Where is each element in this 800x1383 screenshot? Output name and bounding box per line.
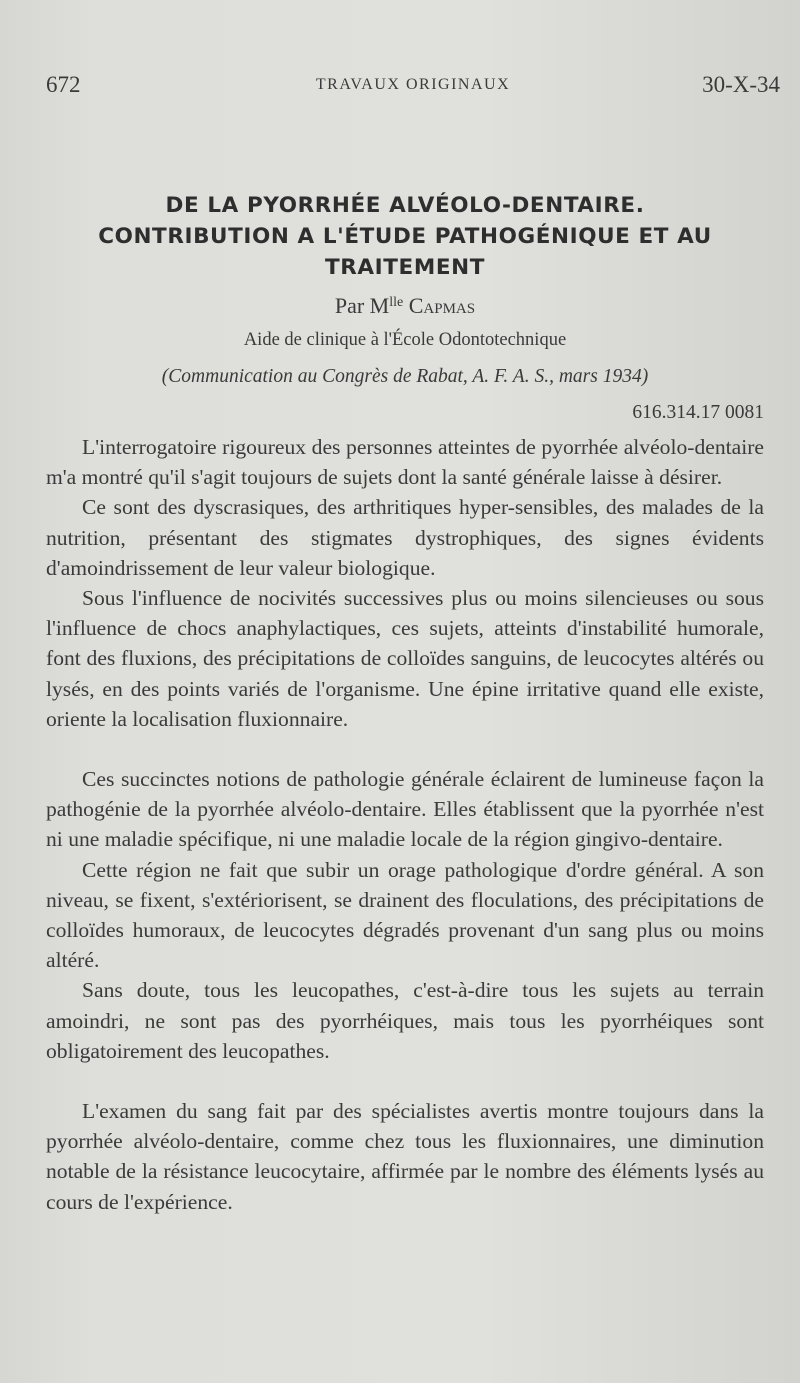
paragraph: Cette région ne fait que subir un orage pathologique d'ordre général. A son niveau, se fixent, s'extériorisent, se drainent des floculations, des précipitations de colloïdes humoraux, de leucocytes dégradés provenant d'un sang plus ou moins altéré. [46, 857, 764, 973]
paragraph: L'examen du sang fait par des spécialistes avertis montre toujours dans la pyorrhée alvéolo-dentaire, comme chez tous les fluxionnaires, une diminution notable de la résistance leucocytaire, affirmée par le nombre des éléments lysés au cours de l'expérience. [46, 1099, 764, 1214]
article-title [46, 190, 764, 283]
classification-code: 616.314.17 0081 [632, 402, 764, 423]
author-affiliation: Aide de clinique à l'École Odontotechnique [243, 330, 567, 350]
author-name: Capmas [408, 293, 476, 318]
page-number: 672 [46, 72, 81, 97]
author-line [46, 293, 764, 319]
running-header [46, 72, 780, 102]
title-line-1: DE LA PYORRHÉE ALVÉOLO-DENTAIRE. [165, 193, 645, 218]
paragraph: Sans doute, tous les leucopathes, c'est-à-dire tous les sujets au terrain amoindri, ne sont pas des pyorrhéiques, mais tous les pyorrhéiques sont obligatoirement des leucopathes. [46, 978, 764, 1063]
title-line-3: TRAITEMENT [325, 255, 485, 280]
running-title: TRAVAUX ORIGINAUX [315, 76, 511, 93]
paragraph: Ce sont des dyscrasiques, des arthritiques hyper-sensibles, des malades de la nutrition, présentant des stigmates dystrophiques, des signes évidents d'amoindrissement de leur valeur biologique. [46, 495, 764, 580]
paragraph: Sous l'influence de nocivités successives plus ou moins silencieuses ou sous l'influence de chocs anaphylactiques, ces sujets, atteints d'instabilité humorale, font des fluxions, des précipitations de colloïdes sanguins, de leucocytes altérés ou lysés, en des points variés de l'organisme. Une épine irritative quand elle existe, oriente la localisation fluxionnaire. [46, 586, 764, 731]
author-honorific: lle [389, 295, 404, 310]
author-prefix: Par M [334, 293, 390, 318]
issue-date: 30-X-34 [702, 72, 780, 97]
article-body [46, 432, 764, 1217]
paragraph: Ces succinctes notions de pathologie générale éclairent de lumineuse façon la pathogénie de la pyorrhée alvéolo-dentaire. Elles établissent que la pyorrhée n'est ni une maladie spécifique, ni une maladie locale de la région gingivo-dentaire. [46, 767, 764, 852]
communication-note: (Communication au Congrès de Rabat, A. F. A. S., mars 1934) [161, 366, 649, 387]
paragraph: L'interrogatoire rigoureux des personnes atteintes de pyorrhée alvéolo-dentaire m'a montré qu'il s'agit toujours de sujets dont la santé générale laisse à désirer. [46, 435, 764, 490]
title-line-2: CONTRIBUTION A L'ÉTUDE PATHOGÉNIQUE ET AU [98, 224, 712, 249]
